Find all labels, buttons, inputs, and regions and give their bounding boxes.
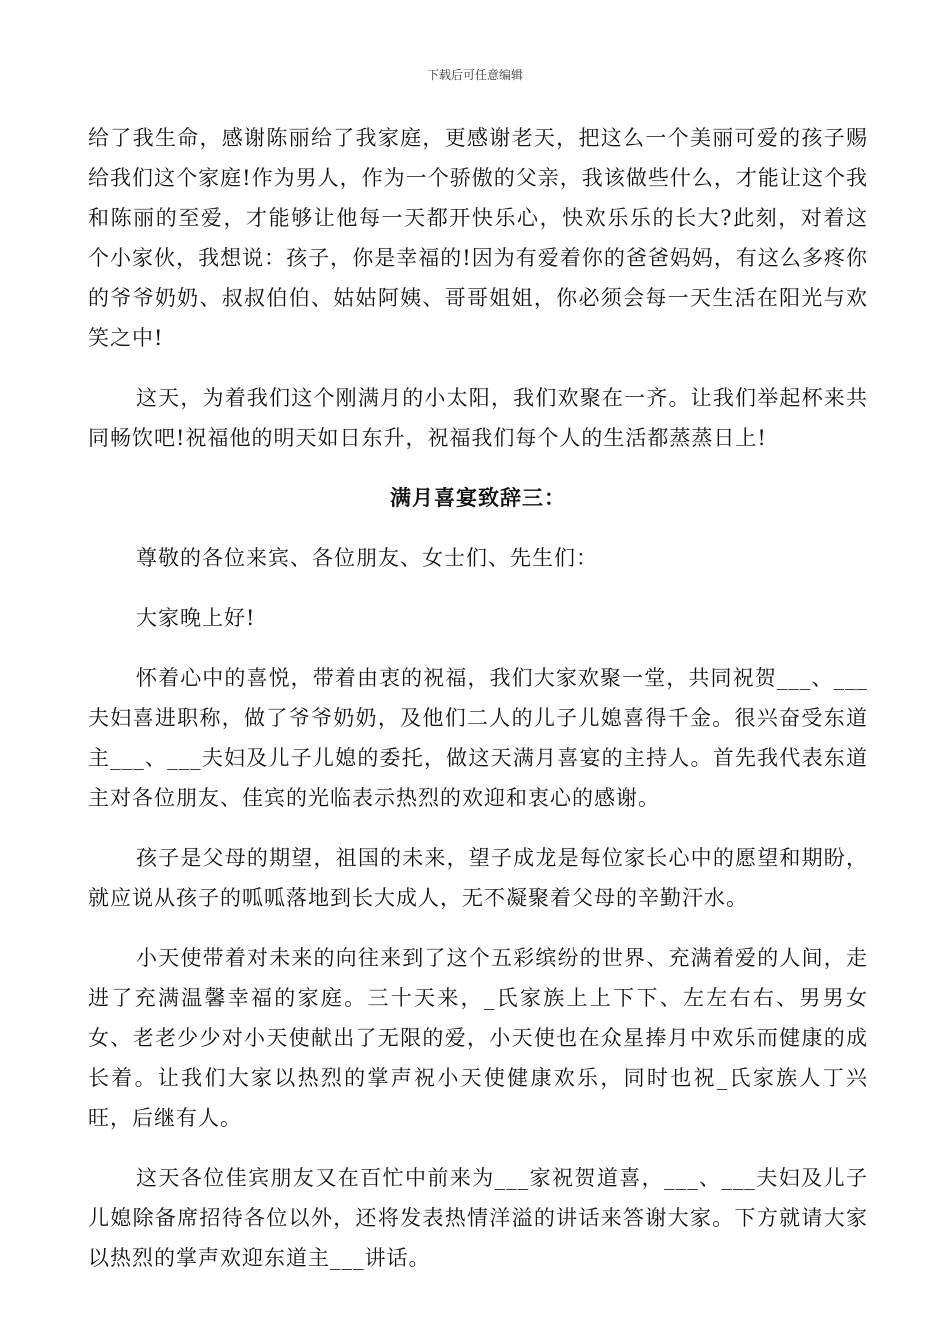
greeting: 大家晚上好! (136, 606, 256, 630)
page-header: 下载后可任意编辑 (426, 68, 523, 82)
paragraph: 孩子是父母的期望，祖国的未来，望子成龙是每位家长心中的愿望和期盼，就应说从孩子的呱呱落地到长大成人，无不凝聚着父母的辛勤汗水。 (88, 846, 868, 910)
paragraph: 这天，为着我们这个刚满月的小太阳，我们欢聚在一齐。让我们举起杯来共同畅饮吧!祝福他的明天如日东升，祝福我们每个人的生活都蒸蒸日上! (88, 386, 868, 450)
paragraph: 怀着心中的喜悦，带着由衷的祝福，我们大家欢聚一堂，共同祝贺___、___夫妇喜进职称，做了爷爷奶奶，及他们二人的儿子儿媳喜得千金。很兴奋受东道主___、___夫妇及儿子儿媳的委托，做这天满月喜宴的主持人。首先我代表东道主对各位朋友、佳宾的光临表示热烈的欢迎和衷心的感谢。 (88, 666, 868, 810)
section-heading: 满月喜宴致辞三： (390, 485, 566, 510)
paragraph: 这天各位佳宾朋友又在百忙中前来为___家祝贺道喜，___、___夫妇及儿子儿媳除备席招待各位以外，还将发表热情洋溢的讲话来答谢大家。下方就请大家以热烈的掌声欢迎东道主___讲话。 (88, 1166, 868, 1270)
document-body (88, 118, 868, 1298)
paragraph: 给了我生命，感谢陈丽给了我家庭，更感谢老天，把这么一个美丽可爱的孩子赐给我们这个家庭!作为男人，作为一个骄傲的父亲，我该做些什么，才能让这个我和陈丽的至爱，才能够让他每一天都开快乐心，快欢乐乐的长大?此刻，对着这个小家伙，我想说：孩子，你是幸福的!因为有爱着你的爸爸妈妈，有这么多疼你的爷爷奶奶、叔叔伯伯、姑姑阿姨、哥哥姐姐，你必须会每一天生活在阳光与欢笑之中! (88, 126, 868, 350)
paragraph: 小天使带着对未来的向往来到了这个五彩缤纷的世界、充满着爱的人间，走进了充满温馨幸福的家庭。三十天来，_氏家族上上下下、左左右右、男男女女、老老少少对小天使献出了无限的爱，小天使也在众星捧月中欢乐而健康的成长着。让我们大家以热烈的掌声祝小天使健康欢乐，同时也祝_氏家族人丁兴旺，后继有人。 (88, 946, 868, 1130)
salutation: 尊敬的各位来宾、各位朋友、女士们、先生们： (136, 546, 598, 570)
